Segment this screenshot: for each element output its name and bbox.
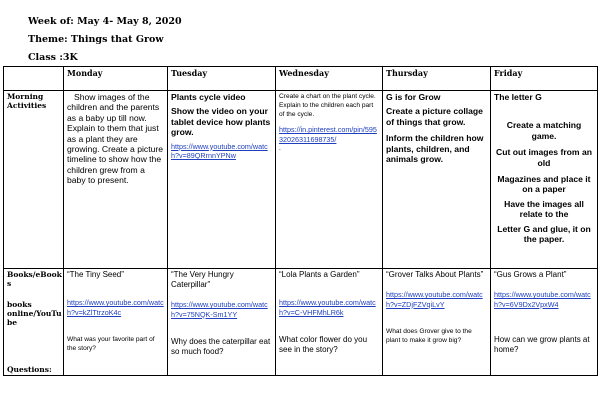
morning-friday-cell [491,91,598,269]
tuesday-question: Why does the caterpillar eat so much food? [171,337,271,356]
monday-question: What was your favorite part of the story? [67,336,155,352]
tuesday-book-link[interactable]: https://www.youtube.com/watch?v=75NQK-Sm1YY [171,300,268,319]
friday-activity-p5: Letter G and glue, it on the paper. [497,223,591,245]
theme-heading: Theme: Things that Grow [28,34,164,45]
day-header-thursday: Thursday [383,67,491,91]
morning-activities-row [4,91,598,269]
wednesday-pinterest-link[interactable]: https://in.pinterest.com/pin/59532026311698735/ [279,125,377,144]
thursday-activity-title: G is for Grow [386,92,441,102]
monday-book-link[interactable]: https://www.youtube.com/watch?v=kZlTtrzoK4c [67,298,164,317]
lesson-plan-table [3,66,598,376]
thursday-book-title: “Grover Talks About Plants” [386,270,484,279]
morning-wednesday-cell [276,91,383,269]
wednesday-extra-dot: . [279,145,281,152]
morning-activities-label: Morning Activities [4,91,64,269]
monday-book-title: “The Tiny Seed” [67,270,124,279]
books-tuesday-cell [168,269,276,376]
books-online-label: books online/YouTu be [7,300,62,327]
week-of-heading: Week of: May 4- May 8, 2020 [28,16,182,27]
friday-activity-title: The letter G [494,92,542,102]
tuesday-activity-title: Plants cycle video [171,92,246,102]
books-friday-cell [491,269,598,376]
wednesday-book-link[interactable]: https://www.youtube.com/watch?v=C-VHFMhLR6k [279,298,376,317]
wednesday-book-title: “Lola Plants a Garden” [279,270,360,279]
books-wednesday-cell [276,269,383,376]
questions-label: Questions: [7,365,52,374]
corner-cell [4,67,64,91]
day-header-friday: Friday [491,67,598,91]
day-header-monday: Monday [64,67,168,91]
wednesday-question: What color flower do you see in the story? [279,335,368,354]
friday-activity-p4: Have the images all relate to the [504,198,584,220]
thursday-activity-p1: Create a picture collage of things that grow. [386,106,483,127]
tuesday-book-title: “The Very Hungry Caterpillar” [171,270,234,289]
books-label: Books/eBook s [7,270,62,288]
friday-activity-p2: Cut out images from an old [496,147,592,168]
tuesday-activity-body: Show the video on your tablet device how plants grow. [171,106,271,138]
friday-activity-p3: Magazines and place it on a paper [497,174,591,195]
thursday-book-link[interactable]: https://www.youtube.com/watch?v=ZDjFZVqiLvY [386,290,483,309]
morning-tuesday-cell [168,91,276,269]
tuesday-video-link[interactable]: https://www.youtube.com/watch?v=89QRrnnYPNw [171,141,268,161]
thursday-activity-p2: Inform the children how plants, children, and animals grow. [386,133,484,165]
day-header-tuesday: Tuesday [168,67,276,91]
friday-activity-p1: Create a matching game. [506,120,582,141]
friday-book-link[interactable]: https://www.youtube.com/watch?v=6V9Dx2VpxW4 [494,290,591,309]
morning-monday-cell: Show images of the children and the parents as a baby up till now. Explain to them that just as a plant they are growing. Create a picture timeline to show how the children grew from a baby to present. [64,91,168,269]
friday-question: How can we grow plants at home? [494,335,590,354]
class-heading: Class :3K [28,52,78,63]
morning-thursday-cell [383,91,491,269]
books-label-cell [4,269,64,376]
thursday-question: What does Grover give to the plant to make it grow big? [386,328,472,344]
days-header-row [4,67,598,91]
books-row [4,269,598,376]
books-monday-cell [64,269,168,376]
wednesday-activity-body: Create a chart on the plant cycle. Explain to the children each part of the cycle. [279,93,376,118]
books-thursday-cell [383,269,491,376]
day-header-wednesday: Wednesday [276,67,383,91]
friday-book-title: “Gus Grows a Plant” [494,270,567,279]
